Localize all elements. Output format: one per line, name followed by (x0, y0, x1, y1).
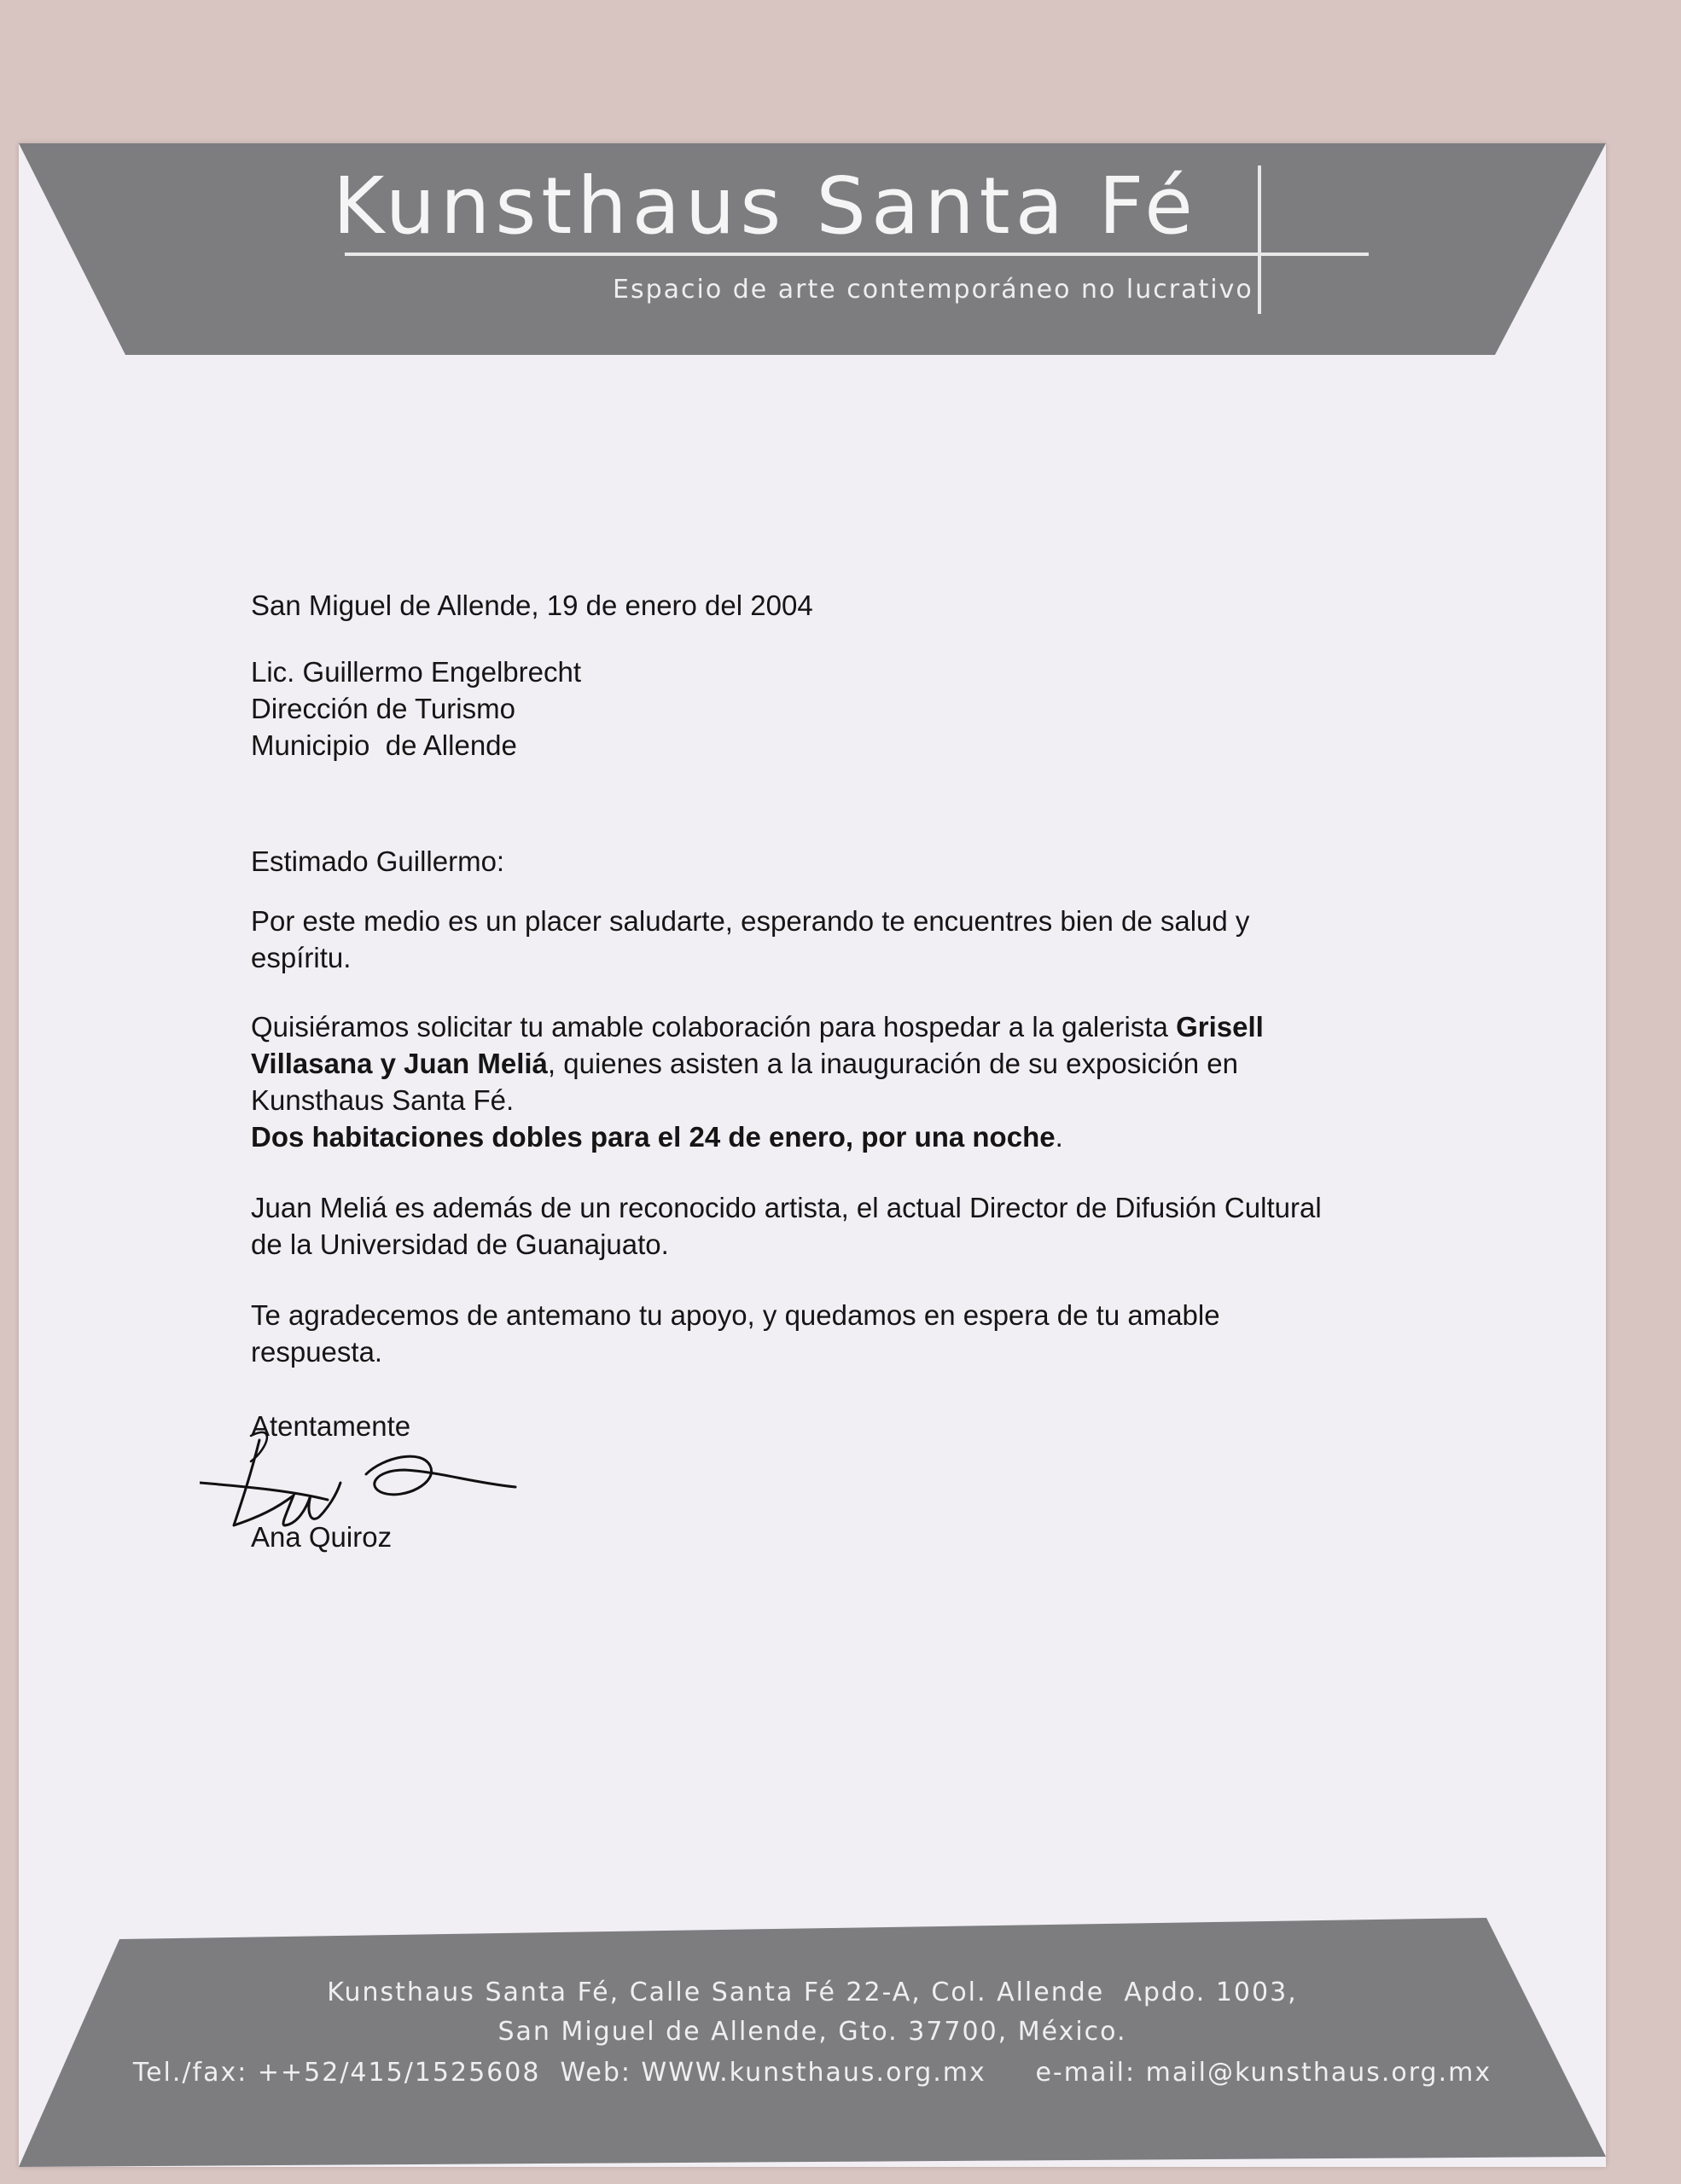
signer-name: Ana Quiroz (251, 1521, 393, 1553)
recipient-office: Dirección de Turismo (251, 693, 515, 724)
salutation: Estimado Guillermo: (251, 845, 505, 877)
letterhead-vertical-rule (1258, 166, 1261, 314)
closing: Atentamente (251, 1410, 411, 1442)
letter-sheet (19, 143, 1606, 2167)
footer-city-line: San Miguel de Allende, Gto. 37700, México. (497, 2017, 1127, 2047)
recipient-block (251, 653, 581, 764)
letterhead-rule (345, 253, 1369, 256)
request-period: . (1055, 1121, 1063, 1153)
paragraph-thanks: Te agradecemos de antemano tu apoyo, y quedamos en espera de tu amable respuesta. (251, 1299, 1220, 1368)
letter-date: San Miguel de Allende, 19 de enero del 2004 (251, 590, 813, 621)
paragraph-request (251, 1008, 1343, 1155)
recipient-municipality: Municipio de Allende (251, 729, 517, 761)
request-text-b: , quienes asisten a la inauguración de su exposición en Kunsthaus Santa Fé. (251, 1048, 1238, 1116)
paragraph-artist: Juan Meliá es además de un reconocido artista, el actual Director de Difusión Cultural de la Universidad de Guanajuato. (251, 1192, 1322, 1260)
request-rooms: Dos habitaciones dobles para el 24 de enero, por una noche (251, 1121, 1056, 1153)
letterhead-title: Kunsthaus Santa Fé (333, 160, 1198, 252)
request-guests: Grisell Villasana y Juan Meliá (251, 1011, 1264, 1079)
footer-address-line: Kunsthaus Santa Fé, Calle Santa Fé 22-A, Col. Allende Apdo. 1003, (327, 1978, 1298, 2007)
request-text-a: Quisiéramos solicitar tu amable colaboración para hospedar a la galerista (251, 1011, 1177, 1043)
footer-contact-line: Tel./fax: ++52/415/1525608 Web: WWW.kunsthaus.org.mx e-mail: mail@kunsthaus.org.mx (132, 2058, 1492, 2088)
letterhead-subtitle: Espacio de arte contemporáneo no lucrativo (613, 275, 1253, 305)
recipient-name: Lic. Guillermo Engelbrecht (251, 656, 582, 688)
paragraph-greeting: Por este medio es un placer saludarte, esperando te encuentres bien de salud y espíritu. (251, 905, 1250, 973)
